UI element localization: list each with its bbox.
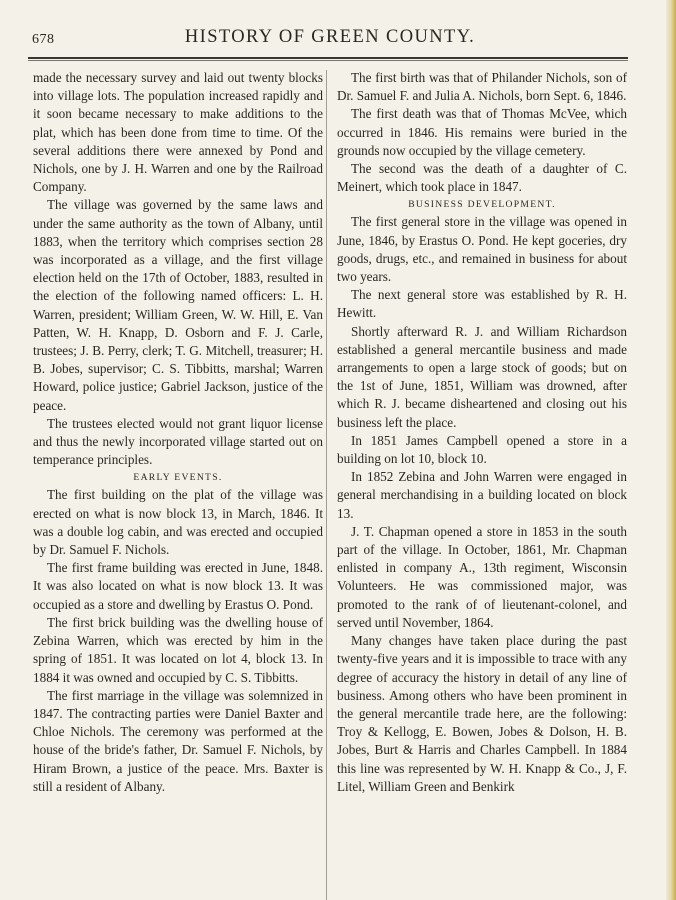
paragraph: made the necessary survey and laid out twenty blocks into village lots. The population increased rapidly and it soon became necessary to make additions to the plat, which has been done from time to time. Of the several additions there were annexed by Pond and Nichols, one by J. H. Warren and one by the Railroad Company. [33, 70, 323, 195]
paragraph: The first brick building was the dwelling house of Zebina Warren, which was erected by him in the spring of 1851. It was located on lot 4, block 13. In 1884 it was owned and occupied by C. S. Tibbitts. [33, 614, 323, 685]
running-title: HISTORY OF GREEN COUNTY. [184, 27, 476, 47]
section-heading-early-events: EARLY EVENTS. [133, 472, 223, 484]
page-number: 678 [32, 32, 55, 47]
paragraph: In 1852 Zebina and John Warren were engaged in general merchandising in a building located on block 13. [337, 469, 627, 521]
paragraph: The first general store in the village was opened in June, 1846, by Erastus O. Pond. He kept goceries, dry goods, drugs, etc., and remained in business for about two years. [337, 214, 627, 285]
right-column [337, 69, 627, 889]
paragraph: The village was governed by the same laws and under the same authority as the town of Albany, until 1883, when the territory which comprises section 28 was incorporated as a village, and the first village election held on the 17th of October, 1883, resulted in the election of the following named officers: L. H. Warren, president; William Green, W. W. Hill, E. Van Patten, W. H. Knapp, D. Osborn and F. J. Carle, trustees; J. B. Perry, clerk; T. G. Mitchell, treasurer; H. B. Jobes, supervisor; C. S. Tibbitts, marshal; Warren Howard, police justice; Gabriel Jackson, justice of the peace. [33, 197, 323, 413]
paragraph: The trustees elected would not grant liquor license and thus the newly incorporated village started out on temperance principles. [33, 415, 323, 468]
paragraph: Many changes have taken place during the past twenty-five years and it is impossible to trace with any degree of accuracy the history in detail of any line of business. Among others who have been prominent in the general mercantile trade here, are the following: Troy & Kellogg, E. Bowen, Jobes & Dolson, H. B. Jobes, Burt & Harris and Charles Campbell. In 1884 this line was represented by W. H. Knapp & Co., J, F. Litel, William Green and Benkirk [337, 633, 627, 794]
page-edge [666, 0, 676, 900]
paragraph: The first birth was that of Philander Nichols, son of Dr. Samuel F. and Julia A. Nichols, born Sept. 6, 1846. [337, 70, 627, 104]
paragraph: The next general store was established by R. H. Hewitt. [337, 287, 627, 321]
paragraph: The first frame building was erected in June, 1848. It was also located on what is now block 13. It was occupied as a store and dwelling by Erastus O. Pond. [33, 560, 323, 612]
section-heading-business-development: BUSINESS DEVELOPMENT. [408, 199, 556, 211]
header-rule [28, 57, 628, 59]
left-column [33, 69, 323, 889]
paragraph: The first death was that of Thomas McVee, which occurred in 1846. His remains were buried in the grounds now occupied by the village cemetery. [337, 106, 627, 158]
page-header [32, 27, 628, 51]
paragraph: J. T. Chapman opened a store in 1853 in the south part of the village. In October, 1861, Mr. Chapman enlisted in company A., 13th regiment, Wisconsin Volunteers. He was commissioned major, was promoted to the rank of of lieutenant-colonel, and served until November, 1864. [337, 523, 627, 630]
paragraph: The first marriage in the village was solemnized in 1847. The contracting parties were Daniel Baxter and Chloe Nichols. The ceremony was performed at the house of the bride's father, Dr. Samuel F. Nichols, by Hiram Brown, a justice of the peace. Mrs. Baxter is still a resident of Albany. [33, 687, 323, 794]
paragraph: The first building on the plat of the village was erected on what is now block 13, in March, 1846. It was a double log cabin, and was erected and occupied by Dr. Samuel F. Nichols. [33, 487, 323, 558]
header-rule-thin [28, 60, 628, 61]
paragraph: The second was the death of a daughter of C. Meinert, which took place in 1847. [337, 161, 627, 195]
column-divider [326, 70, 327, 900]
paragraph: Shortly afterward R. J. and William Richardson established a general mercantile business and made arrangements to open a large stock of goods; but on the 1st of June, 1851, William was drowned, after which R. J. became disheartened and closing out his business left the place. [337, 323, 627, 430]
paragraph: In 1851 James Campbell opened a store in a building on lot 10, block 10. [337, 432, 627, 467]
